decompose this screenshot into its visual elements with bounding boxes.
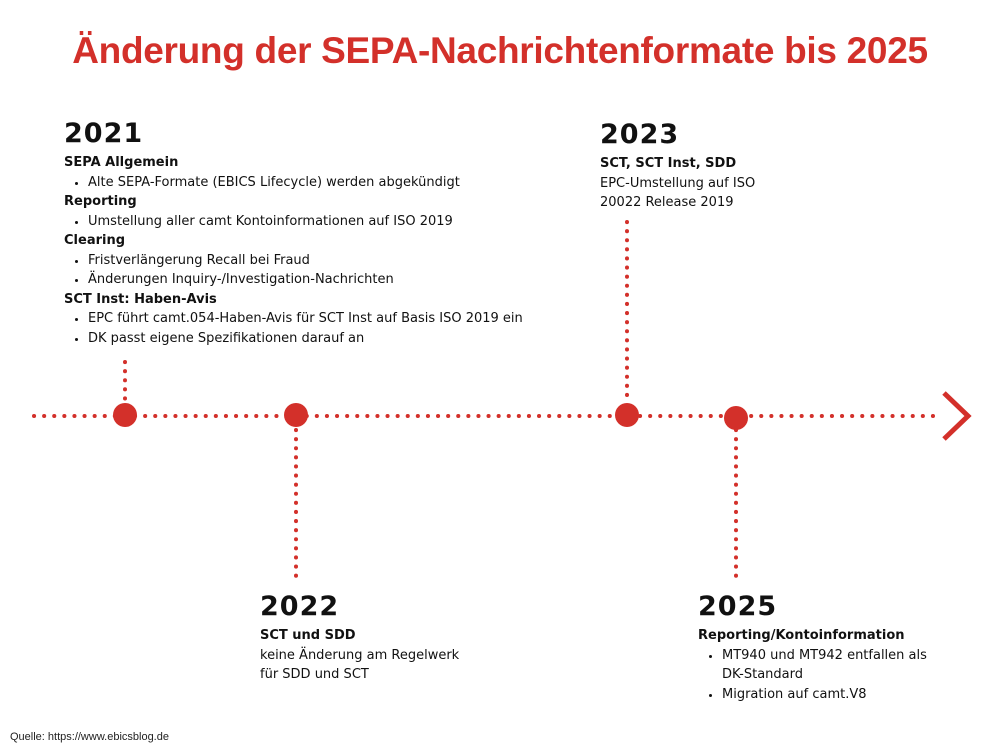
description-line: EPC-Umstellung auf ISO (600, 175, 756, 191)
event-year: 2023 (600, 119, 680, 150)
event-2022 (260, 590, 560, 685)
event-year: 2022 (260, 591, 340, 622)
bullet-item: • Änderungen Inquiry-/Investigation-Nachrichten (88, 270, 584, 290)
section-heading: SEPA Allgemein (64, 155, 179, 170)
bullet-list (64, 251, 584, 290)
source-credit: Quelle: https://www.ebicsblog.de (10, 731, 169, 743)
section-heading: SCT und SDD (260, 628, 356, 643)
bullet-list (64, 212, 584, 232)
bullet-list (64, 309, 584, 348)
bullet-list (64, 173, 584, 193)
milestone-dot-2021 (113, 403, 137, 427)
bullet-item: • DK passt eigene Spezifikationen darauf an (88, 329, 584, 349)
milestone-dot-2025 (724, 406, 748, 430)
section-heading: SCT, SCT Inst, SDD (600, 156, 737, 171)
description-line: 20022 Release 2019 (600, 195, 734, 210)
bullet-list (698, 646, 952, 705)
bullet-item: • Fristverlängerung Recall bei Fraud (88, 251, 584, 271)
bullet-item: • MT940 und MT942 entfallen als DK-Standard (722, 646, 952, 685)
description-line: keine Änderung am Regelwerk (260, 647, 460, 663)
bullet-item: • Alte SEPA-Formate (EBICS Lifecycle) werden abgekündigt (88, 173, 584, 193)
description-line: für SDD und SCT (260, 667, 369, 682)
milestone-dot-2022 (284, 403, 308, 427)
event-2025 (698, 590, 958, 704)
bullet-item: • Migration auf camt.V8 (722, 685, 952, 705)
bullet-item: • Umstellung aller camt Kontoinformationen auf ISO 2019 (88, 212, 584, 232)
section-heading: SCT Inst: Haben-Avis (64, 291, 217, 307)
event-year: 2021 (64, 118, 144, 149)
section-heading: Reporting (64, 194, 137, 209)
event-2023 (600, 118, 860, 213)
section-heading: Reporting/Kontoinformation (698, 628, 905, 643)
section-heading: Clearing (64, 233, 126, 248)
event-year: 2025 (698, 591, 778, 622)
event-2021 (64, 117, 584, 348)
bullet-item: • EPC führt camt.054-Haben-Avis für SCT Inst auf Basis ISO 2019 ein (88, 309, 584, 329)
page-title: Änderung der SEPA-Nachrichtenformate bis 2025 (72, 30, 928, 71)
milestone-dot-2023 (615, 403, 639, 427)
timeline-arrow-icon (944, 393, 968, 439)
